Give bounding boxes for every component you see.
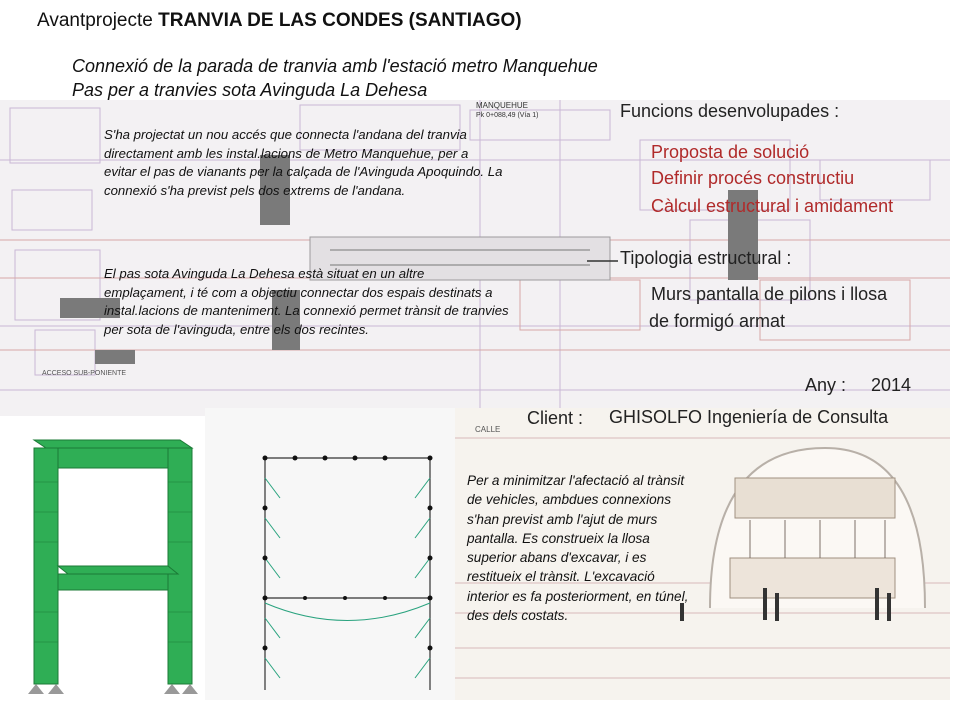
typology-label: Tipologia estructural : xyxy=(620,248,792,268)
title-prefix: Avantprojecte xyxy=(37,10,153,31)
description-paragraph-2: El pas sota Avinguda La Dehesa està situat en un altre emplaçament, i té com a objectiu connectar dos espais destinats a instal.lacions de manteniment. La connexió permet trànsit de tranvies per sota de l'avinguda, entre els dos recintes. xyxy=(104,266,509,337)
description-paragraph-1: S'ha projectat un nou accés que connecta l'andana del tranvia directament amb les instal.lacions de Metro Manquehue, per a evitar el pas de vianants per la calçada de l'Avinguda Apoquindo. La connexió s'ha previst pels dos extrems de l'andana. xyxy=(104,127,503,198)
frame-3d-model xyxy=(22,422,202,700)
elevation-marker-label: CALLE xyxy=(475,425,501,434)
subtitle-line-1: Connexió de la parada de tranvia amb l'estació metro Manquehue xyxy=(72,56,598,76)
client-value: GHISOLFO Ingeniería de Consulta xyxy=(609,407,889,427)
functions-label: Funcions desenvolupades : xyxy=(620,101,840,121)
function-item-3: Càlcul estructural i amidament xyxy=(651,196,894,216)
subtitle-line-2: Pas per a tranvies sota Avinguda La Dehesa xyxy=(72,80,428,100)
client-label: Client : xyxy=(527,408,584,428)
function-item-1: Proposta de solució xyxy=(651,142,810,162)
frame-analysis-model xyxy=(205,408,455,700)
typology-line-2: de formigó armat xyxy=(649,311,786,331)
title-project-name: TRANVIA DE LAS CONDES (SANTIAGO) xyxy=(158,10,522,31)
year-value: 2014 xyxy=(871,375,912,395)
year-label: Any : xyxy=(805,375,847,395)
typology-line-1: Murs pantalla de pilons i llosa xyxy=(651,284,888,304)
function-item-2: Definir procés constructiu xyxy=(651,168,855,188)
page-title xyxy=(37,10,522,32)
plan-access-label: ACCESO SUB-PONIENTE xyxy=(42,370,127,377)
plan-chainage-label: Pk 0+088,49 (Vía 1) xyxy=(476,112,539,119)
description-paragraph-3: Per a minimitzar l'afectació al trànsit de vehicles, ambdues connexions s'han previst amb l'ajut de murs pantalla. Es construeix la llosa superior abans d'excavar, i es restitueix el trànsit. L'excavació interior es fa posteriorment, en túnel, des dels costats. xyxy=(467,473,689,624)
plan-station-label: MANQUEHUE xyxy=(476,101,529,110)
